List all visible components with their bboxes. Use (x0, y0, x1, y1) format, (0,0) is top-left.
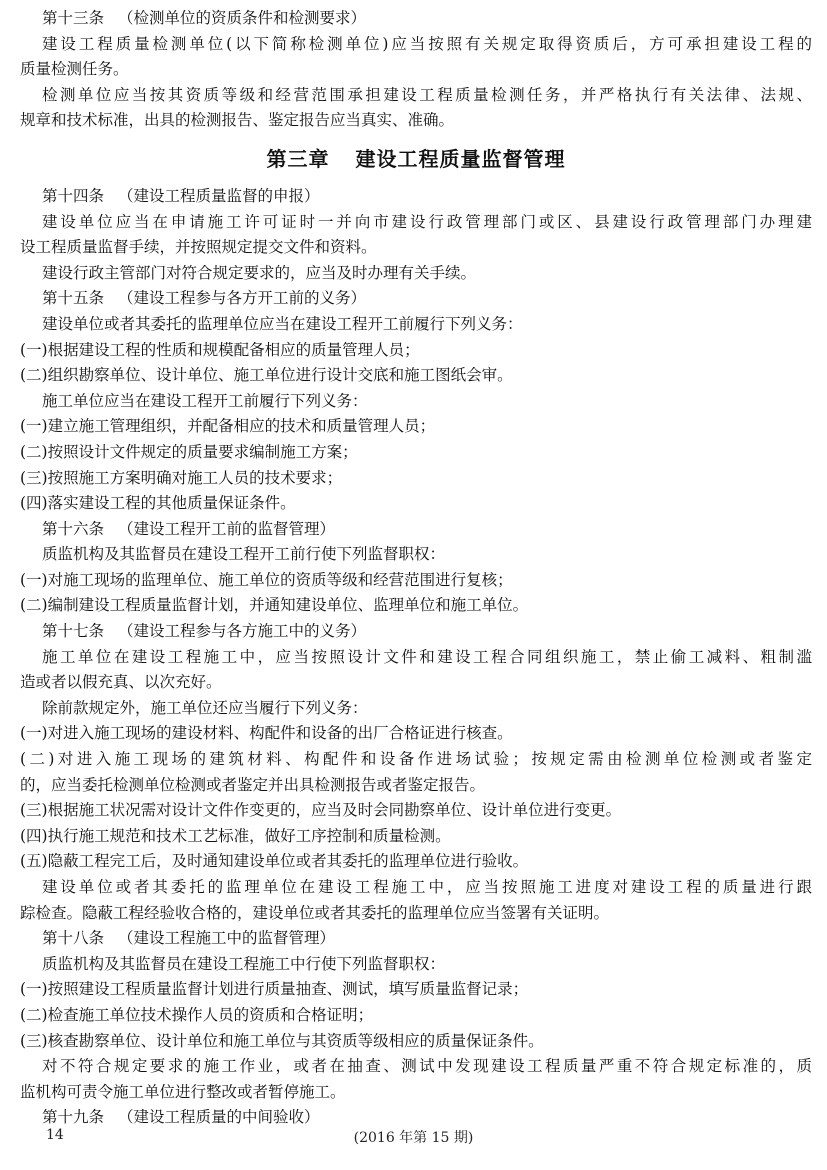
paragraph-line: 建设单位或者其委托的监理单位应当在建设工程开工前履行下列义务： (42, 314, 523, 333)
paragraph-line: 建设单位应当在申请施工许可证时一并向市建设行政管理部门或区、县建设行政管理部门办理建 (42, 212, 812, 231)
article-number: 第十九条 (42, 1108, 105, 1127)
paragraph-line: 建设行政主管部门对符合规定要求的，应当及时办理有关手续。 (42, 263, 477, 282)
paragraph-line: 监机构可责令施工单位进行整改或者暂停施工。 (20, 1082, 346, 1101)
paragraph-line: 建设单位或者其委托的监理单位在建设工程施工中，应当按照施工进度对建设工程的质量进行跟 (42, 878, 812, 896)
paragraph-line: 建设工程质量检测单位(以下简称检测单位)应当按照有关规定取得资质后，方可承担建设工程的 (42, 34, 812, 53)
article-number: 第十七条 (42, 622, 105, 641)
page-footer (0, 1127, 827, 1151)
page-number: 14 (46, 1127, 64, 1143)
article-15-heading (20, 286, 812, 312)
list-item: (一)对施工现场的监理单位、施工单位的资质等级和经营范围进行复核； (20, 570, 513, 589)
article-number: 第十八条 (42, 929, 105, 948)
article-topic: （建设工程质量的中间验收） (118, 1108, 320, 1127)
list-item: (三)核查勘察单位、设计单位和施工单位与其资质等级相应的质量保证条件。 (20, 1031, 544, 1050)
article-number: 第十六条 (42, 519, 105, 538)
list-item: 的，应当委托检测单位检测或者鉴定并出具检测报告或者鉴定报告。 (20, 775, 486, 794)
article-16-heading (20, 517, 812, 543)
article-topic: （建设工程参与各方施工中的义务） (118, 622, 367, 641)
chapter-heading (20, 134, 812, 184)
list-item: (五)隐蔽工程完工后，及时通知建设单位或者其委托的监理单位进行验收。 (20, 852, 529, 871)
paragraph-line: 造或者以假充真、以次充好。 (20, 673, 222, 692)
chapter-number: 第三章 (266, 146, 330, 171)
article-number: 第十五条 (42, 289, 105, 308)
document-body (20, 6, 812, 1131)
paragraph-line: 质量检测任务。 (20, 60, 129, 79)
paragraph-line: 踪检查。隐蔽工程经验收合格的，建设单位或者其委托的监理单位应当签署有关证明。 (20, 903, 610, 922)
list-item: (一)对进入施工现场的建设材料、构配件和设备的出厂合格证进行核查。 (20, 724, 513, 743)
list-item: (四)执行施工规范和技术工艺标准，做好工序控制和质量检测。 (20, 826, 451, 845)
list-item: (二)组织勘察单位、设计单位、施工单位进行设计交底和施工图纸会审。 (20, 366, 513, 385)
article-topic: （建设工程质量监督的申报） (118, 186, 320, 205)
paragraph-line: 除前款规定外，施工单位还应当履行下列义务： (42, 698, 368, 717)
list-item: (一)按照建设工程质量监督计划进行质量抽查、测试，填写质量监督记录； (20, 980, 529, 999)
list-item: (三)按照施工方案明确对施工人员的技术要求； (20, 468, 343, 487)
list-item: (一)根据建设工程的性质和规模配备相应的质量管理人员； (20, 340, 420, 359)
article-18-heading (20, 926, 812, 952)
list-item: (二)检查施工单位技术操作人员的资质和合格证明； (20, 1005, 374, 1024)
list-item: (二)编制建设工程质量监督计划，并通知建设单位、监理单位和施工单位。 (20, 596, 529, 615)
chapter-title: 建设工程质量监督管理 (355, 146, 566, 171)
paragraph-line: 质监机构及其监督员在建设工程施工中行使下列监督职权： (42, 954, 446, 973)
list-item: (四)落实建设工程的其他质量保证条件。 (20, 494, 296, 513)
article-17-heading (20, 619, 812, 645)
list-item: (一)建立施工管理组织，并配备相应的技术和质量管理人员； (20, 417, 436, 436)
paragraph-line: 施工单位应当在建设工程开工前履行下列义务： (42, 391, 368, 410)
issue-label: (2016 年第 15 期) (353, 1130, 474, 1146)
article-13-heading (20, 6, 812, 32)
list-item: (二)对进入施工现场的建筑材料、构配件和设备作进场试验；按规定需由检测单位检测或者鉴定 (20, 750, 812, 769)
paragraph-line: 规章和技术标准，出具的检测报告、鉴定报告应当真实、准确。 (20, 111, 455, 130)
article-topic: （建设工程开工前的监督管理） (118, 519, 336, 538)
paragraph-line: 检测单位应当按其资质等级和经营范围承担建设工程质量检测任务，并严格执行有关法律、法规、 (42, 85, 812, 104)
article-topic: （检测单位的资质条件和检测要求） (118, 9, 367, 27)
list-item: (二)按照设计文件规定的质量要求编制施工方案； (20, 442, 358, 461)
article-topic: （建设工程施工中的监督管理） (118, 929, 336, 948)
paragraph-line: 施工单位在建设工程施工中，应当按照设计文件和建设工程合同组织施工，禁止偷工减料、粗制滥 (42, 647, 812, 666)
paragraph-line: 设工程质量监督手续，并按照规定提交文件和资料。 (20, 238, 377, 257)
list-item: (三)根据施工状况需对设计文件作变更的，应当及时会同勘察单位、设计单位进行变更。 (20, 801, 622, 820)
article-14-heading (20, 184, 812, 210)
article-number: 第十三条 (42, 9, 105, 27)
article-topic: （建设工程参与各方开工前的义务） (118, 289, 367, 308)
paragraph-line: 质监机构及其监督员在建设工程开工前行使下列监督职权： (42, 545, 446, 564)
paragraph-line: 对不符合规定要求的施工作业，或者在抽查、测试中发现建设工程质量严重不符合规定标准的，质 (42, 1057, 812, 1076)
article-number: 第十四条 (42, 186, 105, 205)
